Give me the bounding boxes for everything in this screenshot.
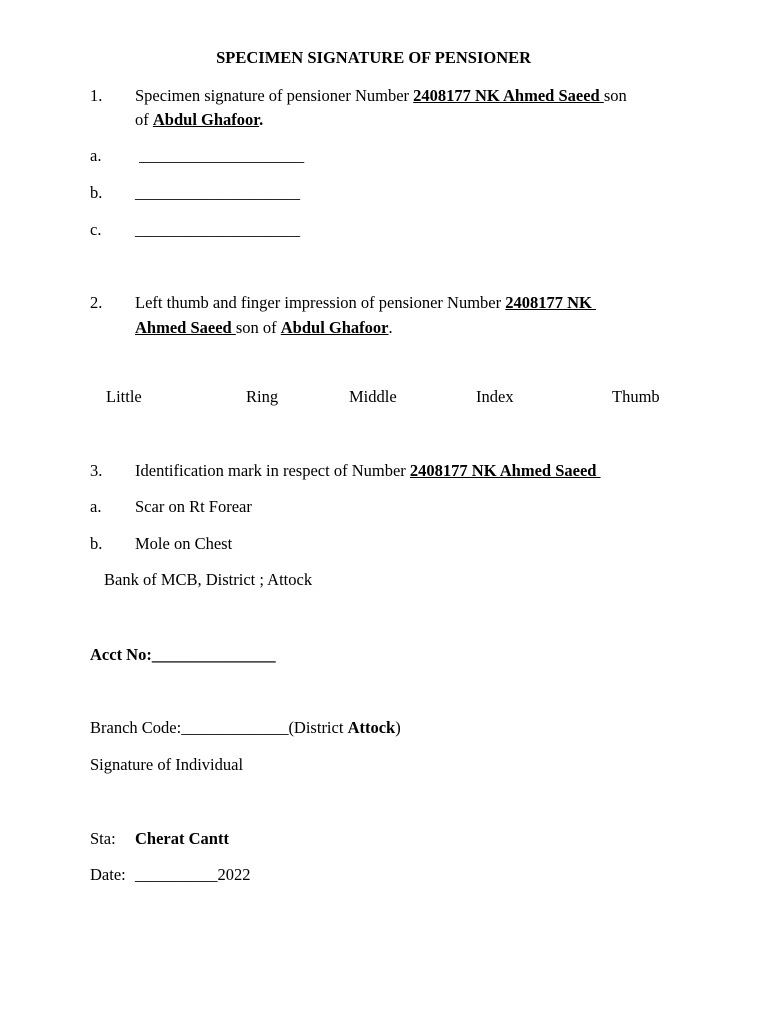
branch-blank: _____________ [181,718,289,737]
section3-line [135,461,601,481]
section3-pensioner-id: 2408177 NK Ahmed Saeed [409,461,601,480]
signature-line-label-b: b. [90,183,103,202]
date-year: 2022 [217,865,251,884]
finger-label-middle: Middle [349,387,397,406]
section2-line1 [135,293,596,313]
mark-label-a: a. [90,497,102,516]
signature-line-label-a: a. [90,146,102,165]
station-value: Cherat Cantt [135,829,229,848]
section2-id-part2: Ahmed Saeed [135,318,236,337]
section2-son-of-text: son of [235,318,281,337]
section1-father-name: Abdul Ghafoor [152,110,260,129]
acct-label: Acct No: [90,645,152,664]
section1-text: Specimen signature of pensioner Number [135,86,414,105]
acct-blank: _______________ [151,645,276,664]
section2-line2 [135,318,393,338]
section3-number: 3. [90,461,103,480]
finger-label-little: Little [106,387,142,406]
branch-paren-close: ) [395,718,401,737]
section1-of-text: of [135,110,153,129]
signature-line-a: ____________________ [135,146,305,165]
branch-paren-open: (District [288,718,348,737]
signature-line-c: ____________________ [135,220,300,239]
signature-line-label-c: c. [90,220,102,239]
section1-period: . [259,110,264,129]
signature-line-b: ____________________ [135,183,300,202]
mark-text-a: Scar on Rt Forear [135,497,252,516]
section1-number: 1. [90,86,103,105]
date-blank: __________ [135,865,218,884]
section2-number: 2. [90,293,103,312]
finger-label-ring: Ring [246,387,279,406]
date-label: Date: [90,865,126,884]
section1-pensioner-id: 2408177 NK Ahmed Saeed [413,86,604,105]
branch-label: Branch Code: [90,718,182,737]
signature-label: Signature of Individual [90,755,244,774]
section1-line1 [135,86,627,106]
section2-text: Left thumb and finger impression of pensioner Number [135,293,506,312]
bank-line: Bank of MCB, District ; Attock [104,570,313,589]
branch-code [90,718,401,738]
section3-text: Identification mark in respect of Number [135,461,410,480]
finger-label-index: Index [476,387,514,406]
section2-father-name: Abdul Ghafoor [280,318,389,337]
section2-id-part1: 2408177 NK [505,293,596,312]
section1-line2 [135,110,263,130]
section2-period: . [388,318,393,337]
branch-district: Attock [347,718,396,737]
mark-text-b: Mole on Chest [135,534,233,553]
page-title: SPECIMEN SIGNATURE OF PENSIONER [212,48,532,67]
date-value [135,865,251,885]
acct-no [90,645,276,665]
finger-label-thumb: Thumb [612,387,660,406]
mark-label-b: b. [90,534,103,553]
station-label: Sta: [90,829,116,848]
section1-son-text: son [603,86,627,105]
